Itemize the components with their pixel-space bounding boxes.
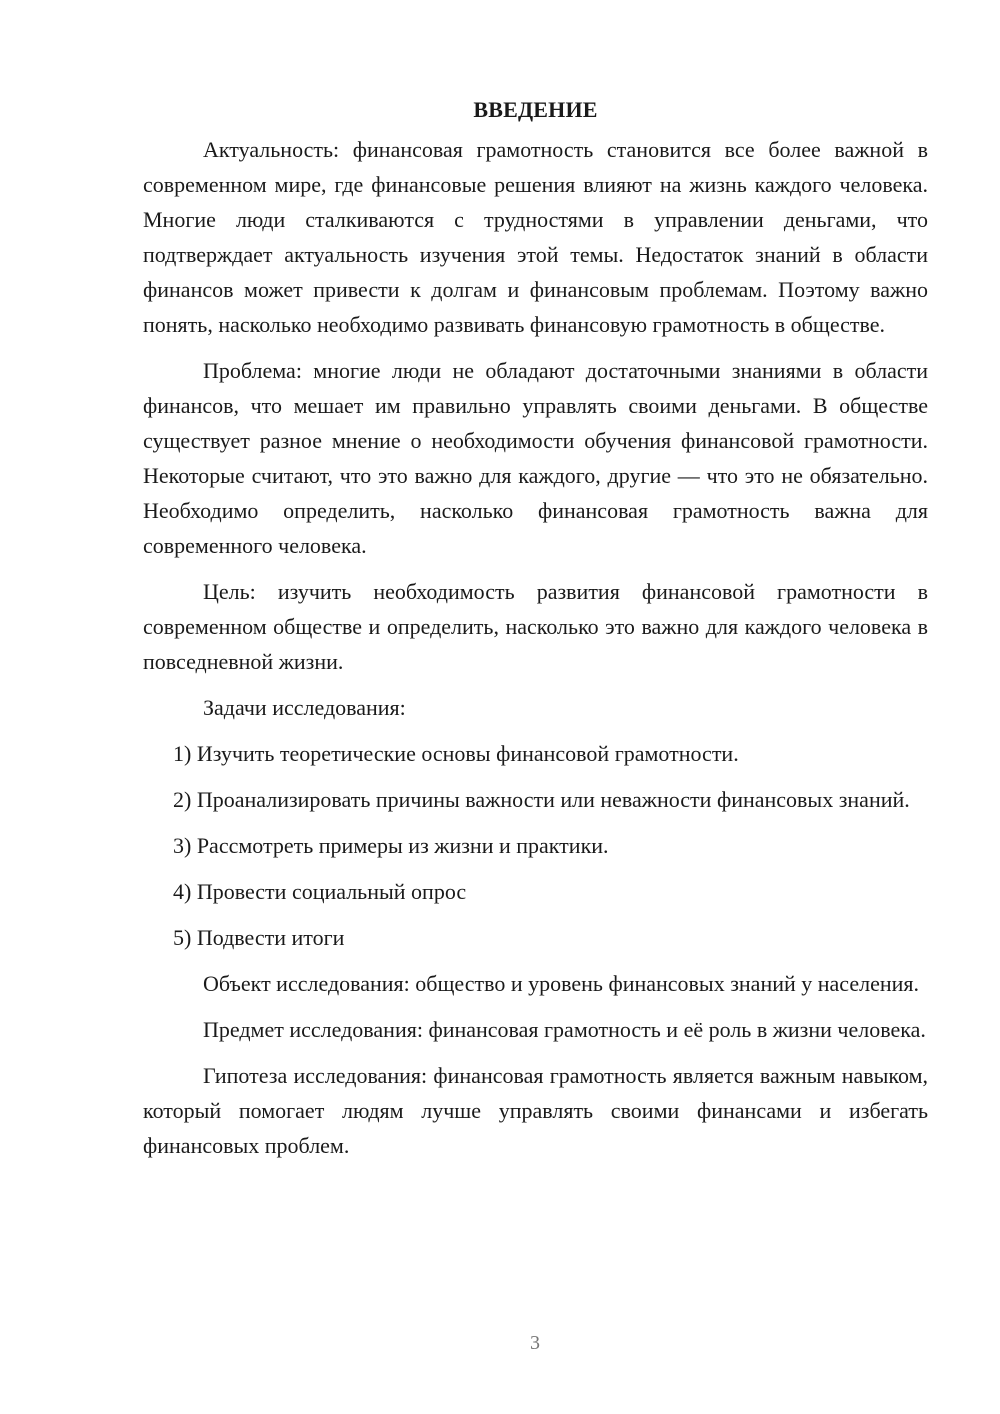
paragraph-object: Объект исследования: общество и уровень финансовых знаний у населения.: [203, 971, 920, 996]
tasks-heading: Задачи исследования:: [203, 695, 406, 720]
task-item: 4) Провести социальный опрос: [173, 879, 467, 904]
paragraph-relevance: Актуальность: финансовая грамотность становится все более важной в современном мире, где финансовые решения влияют на жизнь каждого человека. Многие люди сталкиваются с трудностями в управлении деньгами, что подтверждает актуальность изучения этой темы. Недостаток знаний в области финансов может привести к долгам и финансовым проблемам. Поэтому важно понять, насколько необходимо развивать финансовую грамотность в обществе.: [143, 137, 928, 337]
page-number: 3: [530, 1332, 540, 1354]
task-item: 5) Подвести итоги: [173, 925, 345, 950]
task-item: 3) Рассмотреть примеры из жизни и практики.: [173, 833, 609, 858]
section-title: ВВЕДЕНИЕ: [473, 97, 598, 122]
paragraph-goal: Цель: изучить необходимость развития финансовой грамотности в современном обществе и определить, насколько это важно для каждого человека в повседневной жизни.: [143, 579, 928, 674]
paragraph-subject: Предмет исследования: финансовая грамотность и её роль в жизни человека.: [203, 1017, 926, 1042]
paragraph-problem: Проблема: многие люди не обладают достаточными знаниями в области финансов, что мешает им правильно управлять своими деньгами. В обществе существует разное мнение о необходимости обучения финансовой грамотности. Некоторые считают, что это важно для каждого, другие — что это не обязательно. Необходимо определить, насколько финансовая грамотность важна для современного человека.: [143, 358, 928, 558]
task-item: 1) Изучить теоретические основы финансовой грамотности.: [173, 741, 739, 766]
paragraph-hypothesis: Гипотеза исследования: финансовая грамотность является важным навыком, который помогает людям лучше управлять своими финансами и избегать финансовых проблем.: [143, 1063, 928, 1158]
task-item: 2) Проанализировать причины важности или неважности финансовых знаний.: [173, 787, 910, 812]
document-page: [143, 92, 928, 1174]
